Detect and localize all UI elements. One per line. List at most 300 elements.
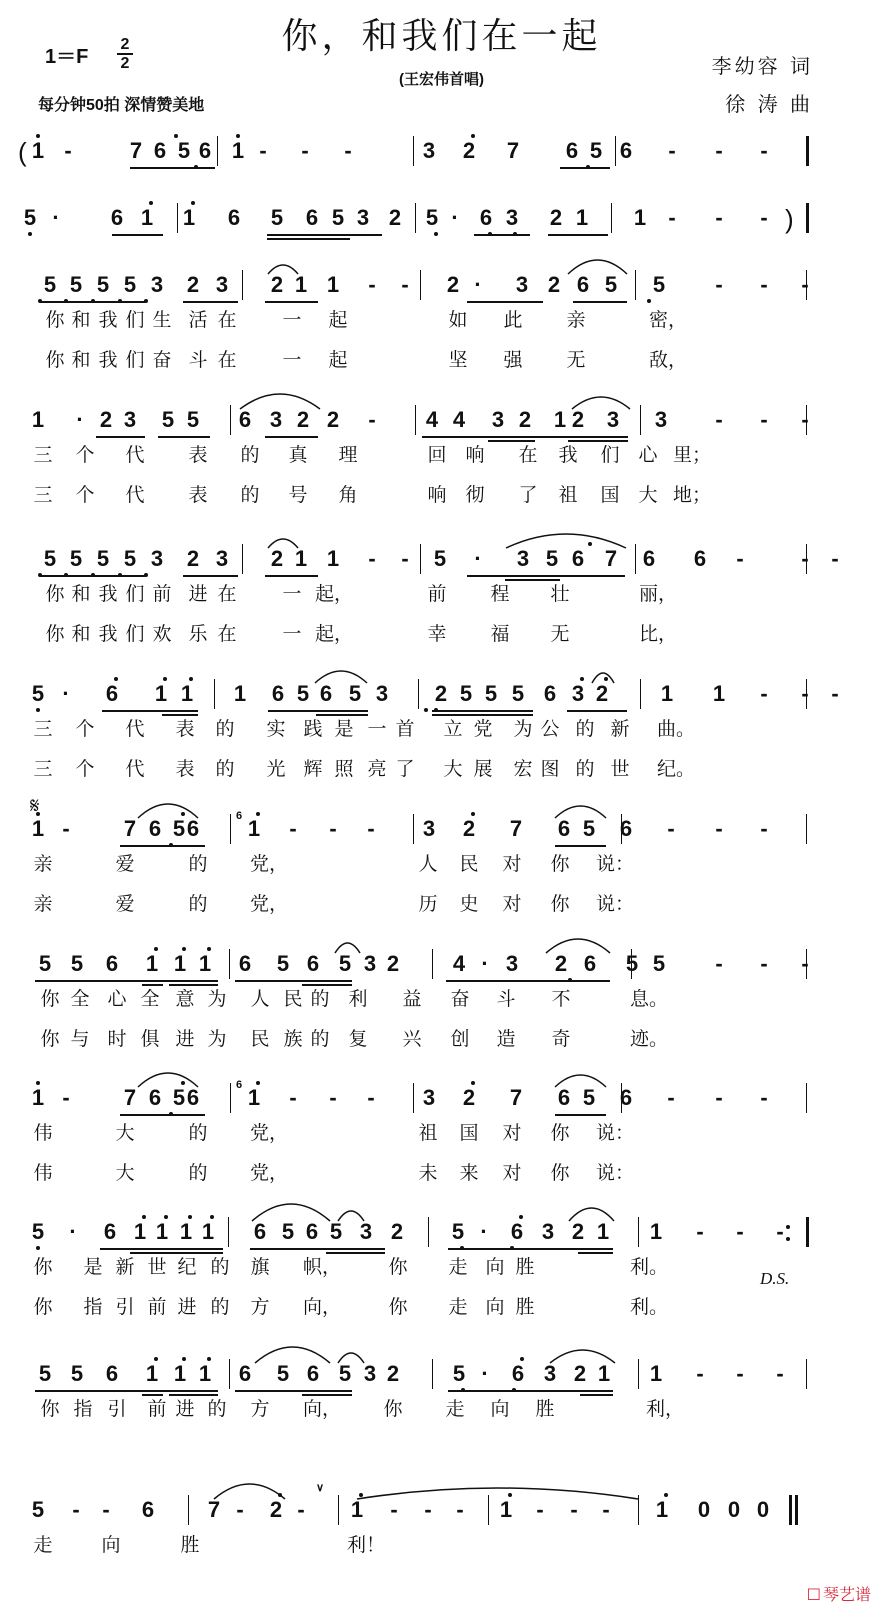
score-line — [0, 794, 883, 926]
note: 5 — [31, 681, 45, 706]
note: 5 — [652, 272, 666, 297]
slur-arc — [569, 1208, 614, 1221]
lyric-syllable: 你 — [550, 893, 570, 915]
note: 6 — [583, 951, 597, 976]
lyric-syllable: 与 — [70, 1028, 90, 1050]
lyric-syllable: 和 — [71, 623, 91, 645]
note: 1 — [247, 816, 261, 841]
lyric-syllable: 你 — [40, 1028, 60, 1050]
lyric-syllable: 进 — [175, 1398, 195, 1420]
notation-row — [0, 1351, 883, 1395]
lyric-syllable: 和 — [71, 349, 91, 371]
note: 6 — [305, 1219, 319, 1244]
note: 6 — [511, 1361, 525, 1386]
lyric-syllable: 代 — [125, 484, 145, 506]
note: 5 — [329, 1219, 343, 1244]
note: 2 — [386, 951, 400, 976]
note: 2 — [388, 205, 402, 230]
note: 5 — [38, 1361, 52, 1386]
lyric-syllable: 的 — [310, 1028, 330, 1050]
note: 1 — [133, 1219, 147, 1244]
note: 2 — [186, 272, 200, 297]
notation-row — [0, 794, 883, 850]
note: 1 — [182, 205, 196, 230]
lyric-syllable: 复 — [348, 1028, 368, 1050]
note: 5 — [604, 272, 618, 297]
note: 5 — [589, 138, 603, 163]
lyric-syllable: 彻 — [465, 484, 485, 506]
lyric-syllable: 走 — [448, 1296, 468, 1318]
note: 2 — [549, 205, 563, 230]
lyric-syllable: 我 — [98, 623, 118, 645]
lyric-syllable: 坚 — [448, 349, 468, 371]
lyric-syllable: 响 — [465, 444, 485, 466]
lyric-syllable: 伟 — [33, 1122, 53, 1144]
lyric-syllable: 代 — [125, 758, 145, 780]
lyric-syllable: 前 — [427, 583, 447, 605]
note: - — [62, 1085, 70, 1110]
note: 5 — [69, 272, 83, 297]
lyric-syllable: 无 — [566, 349, 586, 371]
note: - — [668, 138, 676, 163]
lyric-syllable: 利。 — [630, 1296, 669, 1318]
lyric-syllable: 亲 — [33, 893, 53, 915]
note: - — [62, 816, 70, 841]
lyric-syllable: 时 — [107, 1028, 127, 1050]
note: - — [760, 407, 768, 432]
note: 1 — [649, 1361, 663, 1386]
note: - — [801, 546, 809, 571]
note: 6 — [479, 205, 493, 230]
note: 5 — [70, 1361, 84, 1386]
lyric-syllable: 全 — [70, 988, 90, 1010]
lyric-syllable: 对 — [502, 1162, 522, 1184]
lyric-syllable: 一 — [282, 583, 302, 605]
note: 6 — [105, 1361, 119, 1386]
lyric-syllable: 照 — [334, 758, 354, 780]
note: 6 — [619, 138, 633, 163]
octave-dot-high — [149, 201, 153, 205]
lyric-syllable: 亲 — [566, 309, 586, 331]
note: 1 — [31, 1085, 45, 1110]
note: - — [831, 681, 839, 706]
slur-group — [0, 397, 883, 441]
lyric-syllable: 起 — [328, 309, 348, 331]
lyric-syllable: 在 — [217, 623, 237, 645]
slur-arc — [138, 1073, 198, 1087]
note: 7 — [509, 1085, 523, 1110]
note: 5 — [177, 138, 191, 163]
lyric-syllable: 在 — [217, 583, 237, 605]
notation-row — [0, 1482, 883, 1531]
note: 5 — [582, 816, 596, 841]
note: - — [667, 816, 675, 841]
tempo-marking: 每分钟50拍 深情赞美地 — [38, 97, 205, 114]
lyric-syllable: 个 — [75, 758, 95, 780]
note: 5 — [582, 1085, 596, 1110]
lyric-syllable: 向， — [303, 1398, 342, 1420]
lyric-syllable: 民 — [459, 853, 479, 875]
note: 1 — [575, 205, 589, 230]
note: 3 — [571, 681, 585, 706]
lyric-syllable: 在 — [518, 444, 538, 466]
note: 5 — [276, 1361, 290, 1386]
lyric-syllable: 你 — [388, 1256, 408, 1278]
lyric-syllable: 图 — [540, 758, 560, 780]
slur-arc — [550, 1350, 615, 1363]
lyric-syllable: 个 — [75, 484, 95, 506]
notation-row — [0, 397, 883, 441]
note: - — [715, 138, 723, 163]
lyric-syllable: 你 — [33, 1296, 53, 1318]
note: · — [474, 546, 482, 571]
note: - — [736, 1361, 744, 1386]
octave-dot-low — [194, 165, 198, 169]
score-line — [0, 536, 883, 656]
note: 6 — [510, 1219, 524, 1244]
note: 2 — [462, 138, 476, 163]
note: - — [602, 1497, 610, 1522]
score-line — [0, 262, 883, 382]
note: - — [344, 138, 352, 163]
note: 5 — [484, 681, 498, 706]
note: - — [390, 1497, 398, 1522]
lyric-syllable: 里； — [673, 444, 712, 466]
lyric-syllable: 一 — [367, 718, 387, 740]
lyric-syllable: 帜， — [303, 1256, 342, 1278]
lyric-syllable: 程 — [490, 583, 510, 605]
underline-beam — [267, 238, 350, 240]
lyric-syllable: 胜 — [515, 1256, 535, 1278]
lyric-syllable: 世 — [147, 1256, 167, 1278]
lyric-syllable: 的 — [188, 853, 208, 875]
barline — [415, 203, 416, 233]
repeat-dot — [786, 1225, 790, 1229]
note: 6 — [148, 1085, 162, 1110]
note: 6 — [557, 816, 571, 841]
note: 6 — [238, 407, 252, 432]
lyric-syllable: 说： — [596, 893, 635, 915]
note: 2 — [571, 1219, 585, 1244]
note: 6 — [198, 138, 212, 163]
note: 5 — [545, 546, 559, 571]
note: - — [760, 951, 768, 976]
note: 2 — [270, 272, 284, 297]
lyric-syllable: 益 — [402, 988, 422, 1010]
lyric-syllable: 胜 — [535, 1398, 555, 1420]
lyric-syllable: 指 — [83, 1296, 103, 1318]
lyric-syllable: 利！ — [347, 1534, 386, 1556]
note: 1 — [247, 1085, 261, 1110]
note: 1 — [712, 681, 726, 706]
lyric-syllable: 全 — [140, 988, 160, 1010]
lyric-syllable: 爱 — [115, 853, 135, 875]
note: 2 — [462, 816, 476, 841]
lyric-syllable: 的 — [210, 1256, 230, 1278]
lyric-syllable: 向 — [485, 1296, 505, 1318]
note: - — [801, 407, 809, 432]
slur-group — [0, 1351, 883, 1395]
note: - — [760, 272, 768, 297]
lyric-syllable: 走 — [33, 1534, 53, 1556]
slur-arc — [555, 1075, 606, 1087]
note: 5 — [652, 951, 666, 976]
accent-mark-icon: ∨ — [316, 1482, 325, 1494]
note: 1 — [180, 681, 194, 706]
note: 6 — [110, 205, 124, 230]
lyric-syllable: 进 — [188, 583, 208, 605]
note: 7 — [604, 546, 618, 571]
lyric-syllable: 民 — [283, 988, 303, 1010]
note: 5 — [172, 1085, 186, 1110]
note: 5 — [451, 1219, 465, 1244]
note: 6 — [238, 951, 252, 976]
underline-beam — [548, 234, 608, 236]
lyric-syllable: 迹。 — [630, 1028, 669, 1050]
note: - — [760, 138, 768, 163]
note: 7 — [509, 816, 523, 841]
note: 5 — [23, 205, 37, 230]
note: 1 — [499, 1497, 513, 1522]
note: 4 — [425, 407, 439, 432]
note: - — [760, 1085, 768, 1110]
note: 6 — [103, 1219, 117, 1244]
note: 1 — [649, 1219, 663, 1244]
lyric-syllable: 为 — [513, 718, 533, 740]
note: 5 — [348, 681, 362, 706]
lyric-syllable: 向， — [303, 1296, 342, 1318]
lyric-syllable: 一 — [282, 349, 302, 371]
lyric-syllable: 强 — [503, 349, 523, 371]
note: - — [259, 138, 267, 163]
slur-group — [0, 1075, 883, 1119]
song-title: 你，和我们在一起 — [281, 16, 602, 57]
lyric-syllable: 响 — [427, 484, 447, 506]
lyric-syllable: 的 — [215, 758, 235, 780]
lyric-syllable: 和 — [71, 583, 91, 605]
lyric-syllable: 方 — [250, 1398, 270, 1420]
note: 3 — [150, 546, 164, 571]
time-signature-top: 2 — [120, 36, 130, 53]
note: 3 — [541, 1219, 555, 1244]
lyric-syllable: 三 — [33, 758, 53, 780]
note: - — [715, 1085, 723, 1110]
note: - — [776, 1219, 784, 1244]
note: · — [69, 1219, 77, 1244]
lyric-syllable: 俱 — [140, 1028, 160, 1050]
lyric-syllable: 你 — [388, 1296, 408, 1318]
slur-arc — [338, 1353, 364, 1363]
note: 0 — [697, 1497, 711, 1522]
lyric-syllable: 此 — [503, 309, 523, 331]
note: - — [536, 1497, 544, 1522]
lyric-syllable: 的 — [188, 1122, 208, 1144]
note: 3 — [123, 407, 137, 432]
lyric-syllable: 你 — [40, 1398, 60, 1420]
lyric-syllable: 光 — [266, 758, 286, 780]
octave-dot-high — [174, 134, 178, 138]
octave-dot-high — [236, 134, 240, 138]
lyric-syllable: 回 — [427, 444, 447, 466]
note: - — [736, 1219, 744, 1244]
note: 2 — [99, 407, 113, 432]
lyric-syllable: 辉 — [303, 758, 323, 780]
note: 1 — [31, 138, 45, 163]
lyric-syllable: 代 — [125, 444, 145, 466]
note: - — [367, 816, 375, 841]
lyric-syllable: 前 — [147, 1398, 167, 1420]
lyric-syllable: 不 — [551, 988, 571, 1010]
lyric-syllable: 国 — [600, 484, 620, 506]
note: - — [329, 816, 337, 841]
lyric-syllable: 利， — [646, 1398, 685, 1420]
underline-beam — [130, 167, 215, 169]
composer-credit: 徐 涛 曲 — [725, 92, 813, 116]
lyric-syllable: 的 — [207, 1398, 227, 1420]
lyric-syllable: 你 — [40, 988, 60, 1010]
lyric-syllable: 指 — [73, 1398, 93, 1420]
octave-dot-high — [471, 134, 475, 138]
octave-dot-high — [191, 201, 195, 205]
lyric-syllable: 你 — [45, 583, 65, 605]
slur-arc — [255, 1347, 330, 1363]
underline-beam — [112, 234, 163, 236]
note: 3 — [491, 407, 505, 432]
note: · — [52, 205, 60, 230]
lyric-syllable: 实 — [266, 718, 286, 740]
note: 2 — [446, 272, 460, 297]
note: 6 — [186, 816, 200, 841]
lyric-syllable: 大 — [115, 1162, 135, 1184]
lyric-syllable: 了 — [518, 484, 538, 506]
closing-parenthesis: ) — [785, 204, 794, 234]
note: · — [474, 272, 482, 297]
barline — [806, 203, 809, 233]
lyric-syllable: 们 — [125, 309, 145, 331]
lyric-syllable: 真 — [288, 444, 308, 466]
note: 5 — [338, 951, 352, 976]
slur-group — [0, 1209, 883, 1253]
octave-dot-low — [513, 232, 517, 236]
segno-icon: 𝄋 — [30, 794, 40, 819]
note: 6 — [619, 816, 633, 841]
note: 1 — [326, 546, 340, 571]
note: 5 — [172, 816, 186, 841]
lyric-syllable: 们 — [125, 349, 145, 371]
notation-row — [0, 536, 883, 580]
lyric-syllable: 奋 — [450, 988, 470, 1010]
score-line — [0, 1351, 883, 1471]
note: 1 — [173, 951, 187, 976]
note: 1 — [31, 816, 45, 841]
lyric-syllable: 对 — [502, 1122, 522, 1144]
lyric-syllable: 向 — [101, 1534, 121, 1556]
lyric-syllable: 世 — [610, 758, 630, 780]
lyric-syllable: 爱 — [115, 893, 135, 915]
note: 1 — [173, 1361, 187, 1386]
note: 6 — [306, 1361, 320, 1386]
note: 3 — [356, 205, 370, 230]
lyric-syllable: 的 — [575, 718, 595, 740]
lyric-syllable: 个 — [75, 718, 95, 740]
note: 5 — [43, 272, 57, 297]
note: 1 — [155, 1219, 169, 1244]
lyric-syllable: 走 — [448, 1256, 468, 1278]
note: 1 — [294, 272, 308, 297]
note: 1 — [294, 546, 308, 571]
barline — [177, 203, 178, 233]
score-line — [0, 1209, 883, 1329]
lyric-syllable: 公 — [540, 718, 560, 740]
note: 1 — [553, 407, 567, 432]
octave-dot-low — [488, 232, 492, 236]
lyric-syllable: 起， — [315, 623, 354, 645]
note: 3 — [606, 407, 620, 432]
note: 1 — [597, 1361, 611, 1386]
note: 6 — [642, 546, 656, 571]
lyric-syllable: 走 — [445, 1398, 465, 1420]
lyric-syllable: 表 — [188, 484, 208, 506]
lyric-syllable: 人 — [250, 988, 270, 1010]
lyric-syllable: 民 — [250, 1028, 270, 1050]
lyric-syllable: 的 — [215, 718, 235, 740]
lyric-syllable: 一 — [282, 623, 302, 645]
lyric-syllable: 敌， — [649, 349, 688, 371]
note: - — [368, 546, 376, 571]
note: 3 — [654, 407, 668, 432]
note: - — [736, 546, 744, 571]
underline-beam — [267, 234, 382, 236]
note: 2 — [462, 1085, 476, 1110]
lyric-syllable: 奇 — [551, 1028, 571, 1050]
score-line — [0, 671, 883, 791]
watermark-text: 琴艺谱 — [822, 1585, 871, 1604]
note: 6 — [153, 138, 167, 163]
note: 6 — [305, 205, 319, 230]
lyric-syllable: 旗 — [250, 1256, 270, 1278]
lyric-syllable: 你 — [550, 1162, 570, 1184]
note: - — [715, 816, 723, 841]
note: - — [424, 1497, 432, 1522]
note: - — [329, 1085, 337, 1110]
slur-arc — [240, 394, 320, 409]
lyric-syllable: 是 — [334, 718, 354, 740]
note: - — [368, 407, 376, 432]
note: 1 — [233, 681, 247, 706]
notation-row — [0, 941, 883, 985]
lyric-syllable: 的 — [310, 988, 330, 1010]
note: 7 — [207, 1497, 221, 1522]
lyric-syllable: 创 — [450, 1028, 470, 1050]
lyric-syllable: 胜 — [180, 1534, 200, 1556]
lyric-syllable: 角 — [338, 484, 358, 506]
lyric-syllable: 们 — [125, 583, 145, 605]
lyric-syllable: 向 — [490, 1398, 510, 1420]
note: - — [368, 272, 376, 297]
note: 3 — [150, 272, 164, 297]
note: 3 — [422, 138, 436, 163]
note: 6 — [565, 138, 579, 163]
lyric-syllable: 族 — [283, 1028, 303, 1050]
lyric-syllable: 胜 — [515, 1296, 535, 1318]
note: · — [481, 951, 489, 976]
lyric-syllable: 如 — [448, 309, 468, 331]
note: 2 — [554, 951, 568, 976]
note: 3 — [422, 816, 436, 841]
note: 6 — [693, 546, 707, 571]
barline — [413, 136, 414, 166]
score-line — [0, 1075, 883, 1195]
